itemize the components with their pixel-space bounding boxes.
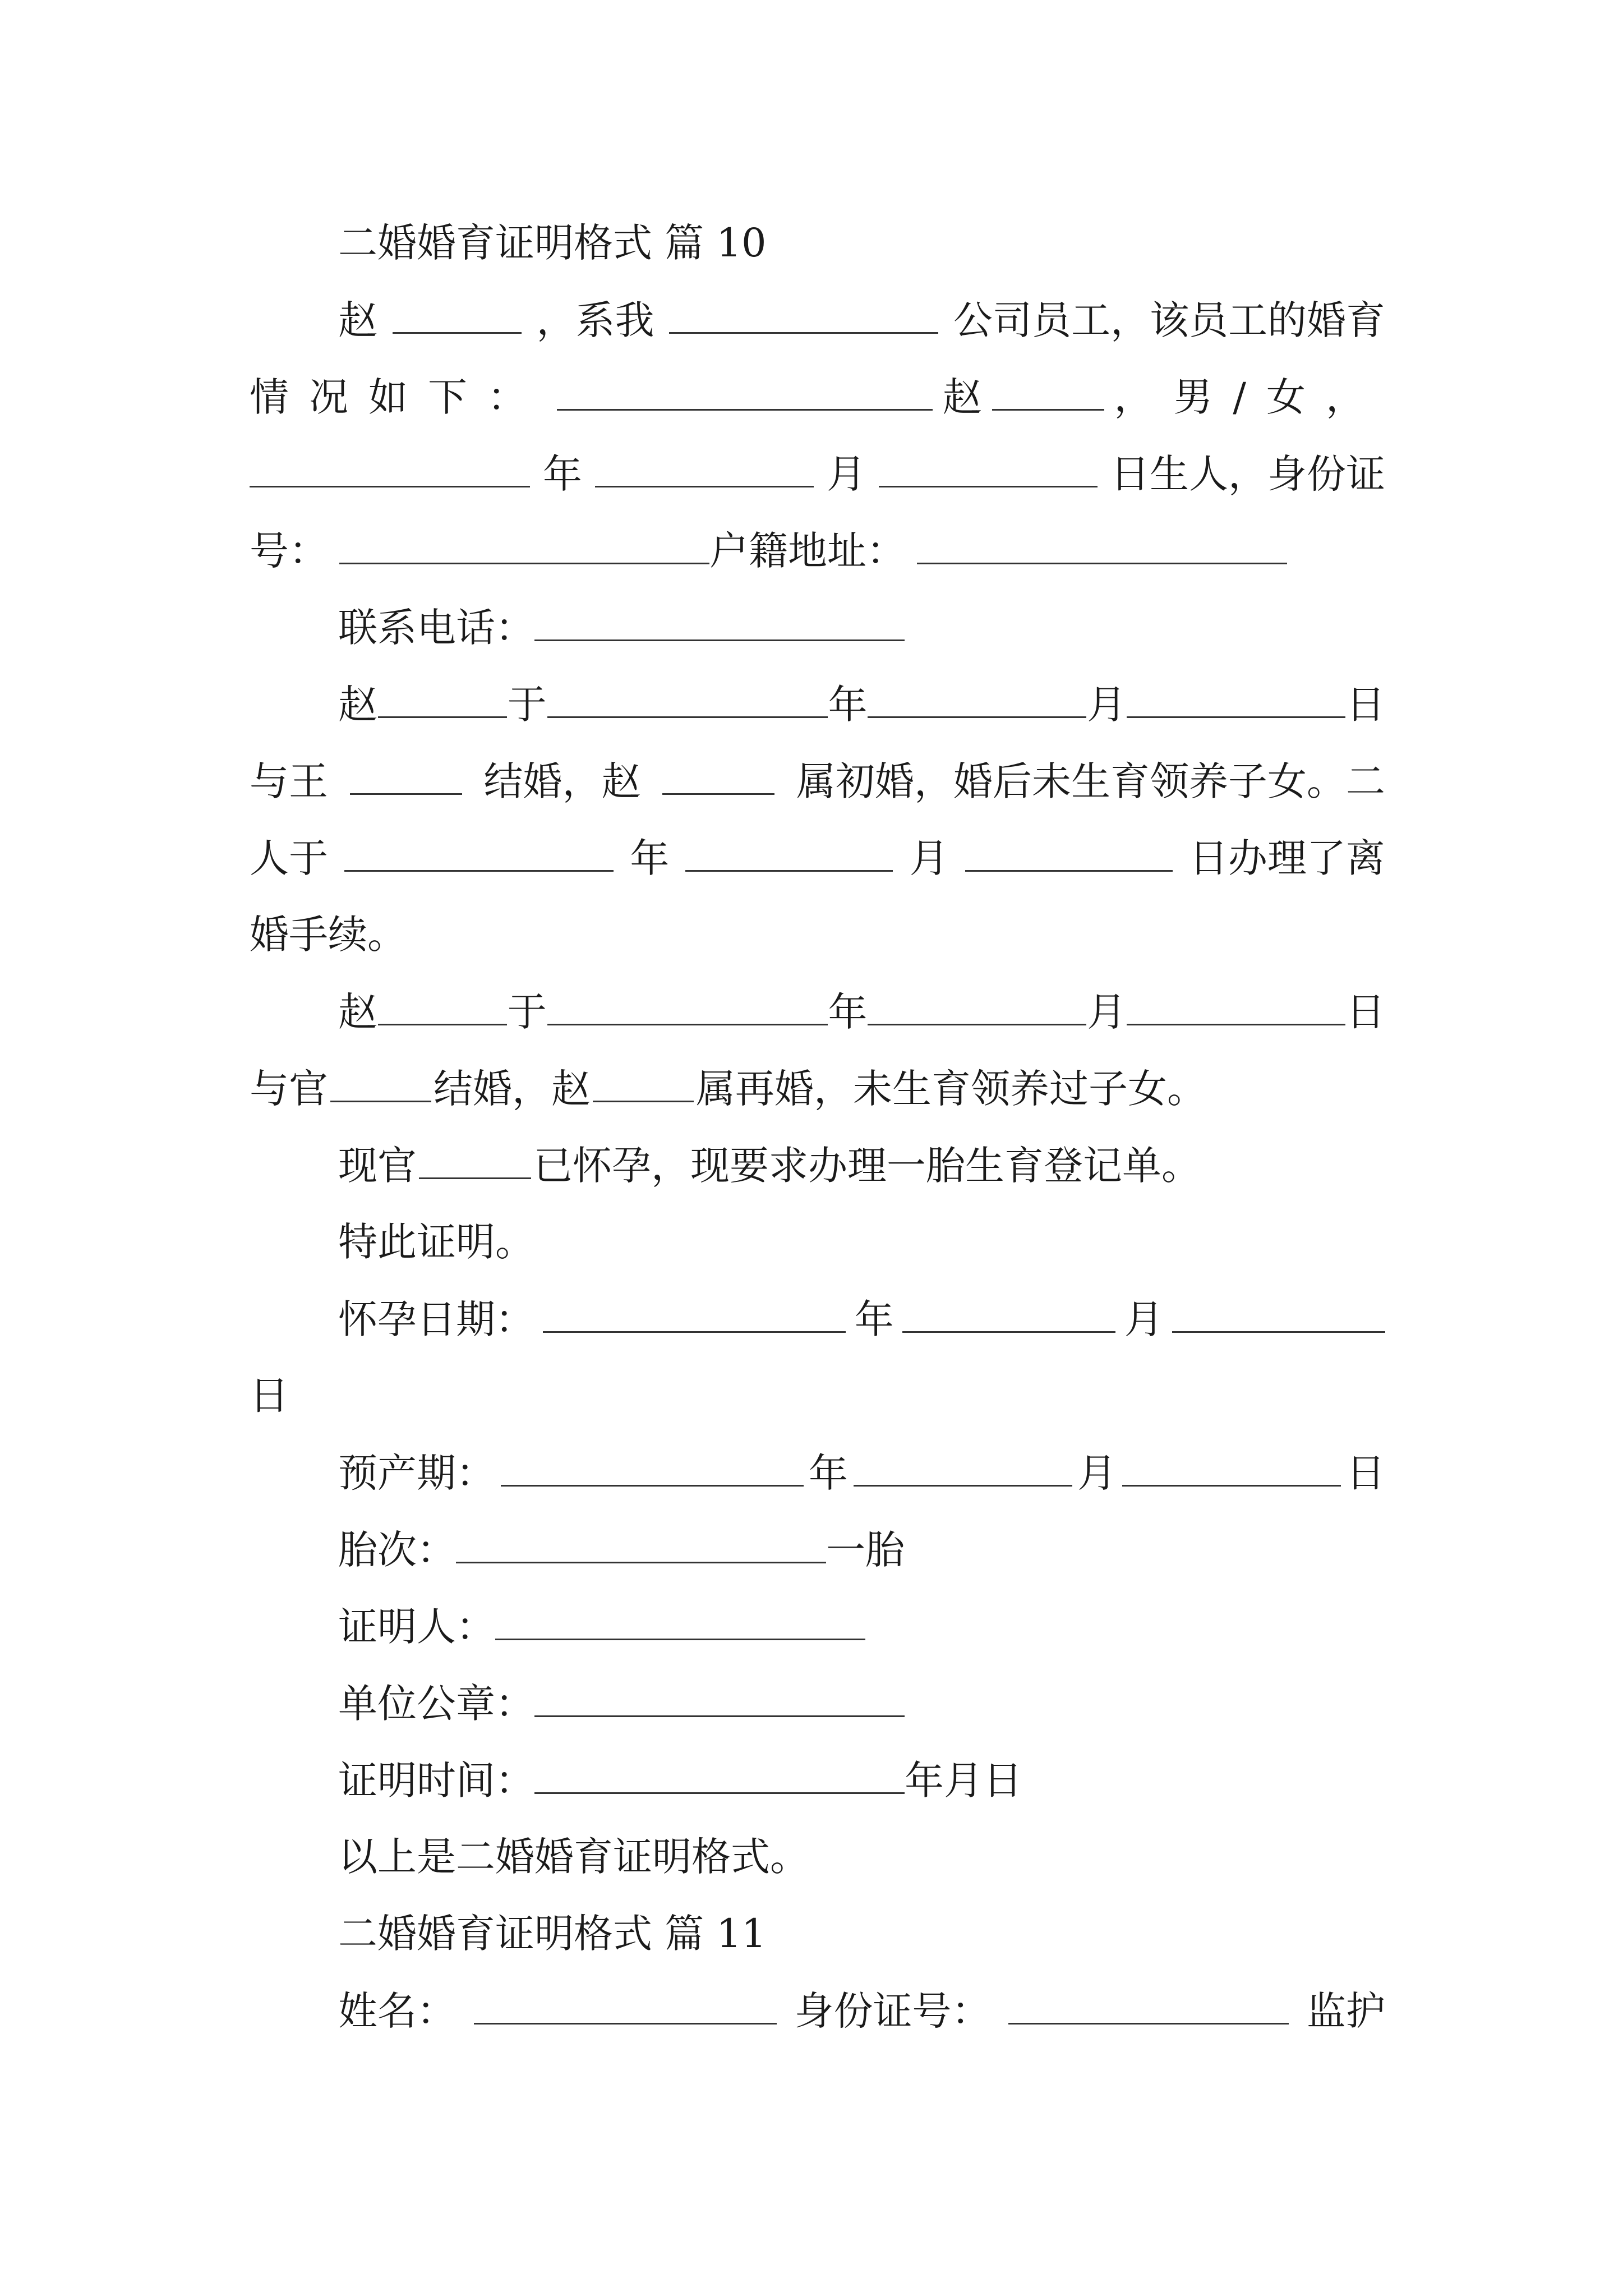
blank-field[interactable] bbox=[419, 1137, 531, 1179]
blank-field[interactable] bbox=[593, 1060, 694, 1102]
blank-field[interactable] bbox=[992, 369, 1104, 411]
witness-line: 证明人： bbox=[338, 1598, 1385, 1654]
certify-line: 特此证明。 bbox=[338, 1219, 534, 1265]
year-blank[interactable] bbox=[344, 830, 614, 872]
blank-field[interactable] bbox=[557, 369, 933, 411]
year-blank[interactable] bbox=[547, 983, 828, 1025]
birth-order-line: 胎次： 一胎 bbox=[338, 1521, 1385, 1577]
pregnancy-date-line-wrap: 日 bbox=[250, 1373, 289, 1419]
seal-blank[interactable] bbox=[534, 1675, 905, 1717]
month-blank[interactable] bbox=[868, 676, 1086, 718]
day-blank[interactable] bbox=[1127, 983, 1345, 1025]
blank-field[interactable] bbox=[330, 1060, 431, 1102]
first-marriage-line-2: 与王 结婚，赵 属初婚，婚后未生育领养子女。二 bbox=[250, 753, 1385, 809]
blank-field[interactable] bbox=[378, 983, 507, 1025]
id-number-blank[interactable] bbox=[339, 522, 709, 564]
month-blank[interactable] bbox=[868, 983, 1086, 1025]
name-id-line: 姓名： 身份证号： 监护 bbox=[338, 1982, 1385, 2039]
blank-field[interactable] bbox=[350, 753, 462, 795]
year-blank[interactable] bbox=[543, 1291, 846, 1333]
pregnancy-line: 现官 已怀孕，现要求办理一胎生育登记单。 bbox=[338, 1137, 1385, 1193]
month-blank[interactable] bbox=[685, 830, 893, 872]
year-blank[interactable] bbox=[501, 1444, 804, 1487]
day-blank[interactable] bbox=[1127, 676, 1345, 718]
first-marriage-line-3: 人于 年 月 日办理了离 bbox=[250, 830, 1385, 886]
witness-blank[interactable] bbox=[495, 1598, 865, 1640]
name-blank[interactable] bbox=[474, 1982, 777, 2024]
second-marriage-line-1: 赵 于 年 月 日 bbox=[338, 983, 1385, 1039]
first-marriage-line-4: 婚手续。 bbox=[250, 912, 407, 958]
seal-line: 单位公章： bbox=[338, 1675, 1385, 1731]
intro-line-3: 年 月 日生人，身份证 bbox=[250, 445, 1385, 501]
year-blank[interactable] bbox=[547, 676, 828, 718]
section-11-heading: 二婚婚育证明格式 篇 11 bbox=[338, 1911, 767, 1957]
intro-line-2: 情况如下： 赵 ，男/女， bbox=[250, 369, 1385, 425]
day-blank[interactable] bbox=[1122, 1444, 1341, 1487]
due-date-line: 预产期： 年 月 日 bbox=[338, 1444, 1385, 1501]
phone-blank[interactable] bbox=[534, 599, 905, 641]
month-blank[interactable] bbox=[902, 1291, 1115, 1333]
id-number-blank[interactable] bbox=[1008, 1982, 1289, 2024]
blank-field[interactable] bbox=[393, 292, 522, 334]
birth-order-blank[interactable] bbox=[456, 1521, 826, 1563]
section-10-heading: 二婚婚育证明格式 篇 10 bbox=[338, 220, 767, 266]
day-blank[interactable] bbox=[1172, 1291, 1385, 1333]
day-blank[interactable] bbox=[965, 830, 1173, 872]
phone-line: 联系电话： bbox=[338, 599, 1385, 655]
birth-month-blank[interactable] bbox=[595, 445, 814, 487]
second-marriage-line-2: 与官 结婚，赵 属再婚，未生育领养过子女。 bbox=[250, 1060, 1385, 1116]
birth-day-blank[interactable] bbox=[879, 445, 1098, 487]
cert-time-blank[interactable] bbox=[534, 1752, 905, 1794]
intro-line-4: 号： 户籍地址： bbox=[250, 522, 1385, 578]
pregnancy-date-line: 怀孕日期： 年 月 bbox=[338, 1291, 1385, 1347]
cert-time-line: 证明时间： 年月日 bbox=[338, 1752, 1385, 1808]
blank-field[interactable] bbox=[662, 753, 774, 795]
closing-line: 以上是二婚婚育证明格式。 bbox=[338, 1834, 809, 1880]
address-blank[interactable] bbox=[917, 522, 1287, 564]
first-marriage-line-1: 赵 于 年 月 日 bbox=[338, 676, 1385, 732]
month-blank[interactable] bbox=[854, 1444, 1072, 1487]
blank-field[interactable] bbox=[378, 676, 507, 718]
company-blank[interactable] bbox=[669, 292, 938, 334]
birth-year-blank[interactable] bbox=[250, 445, 530, 487]
intro-line-1: 赵 ，系我 公司员工，该员工的婚育 bbox=[338, 292, 1385, 348]
